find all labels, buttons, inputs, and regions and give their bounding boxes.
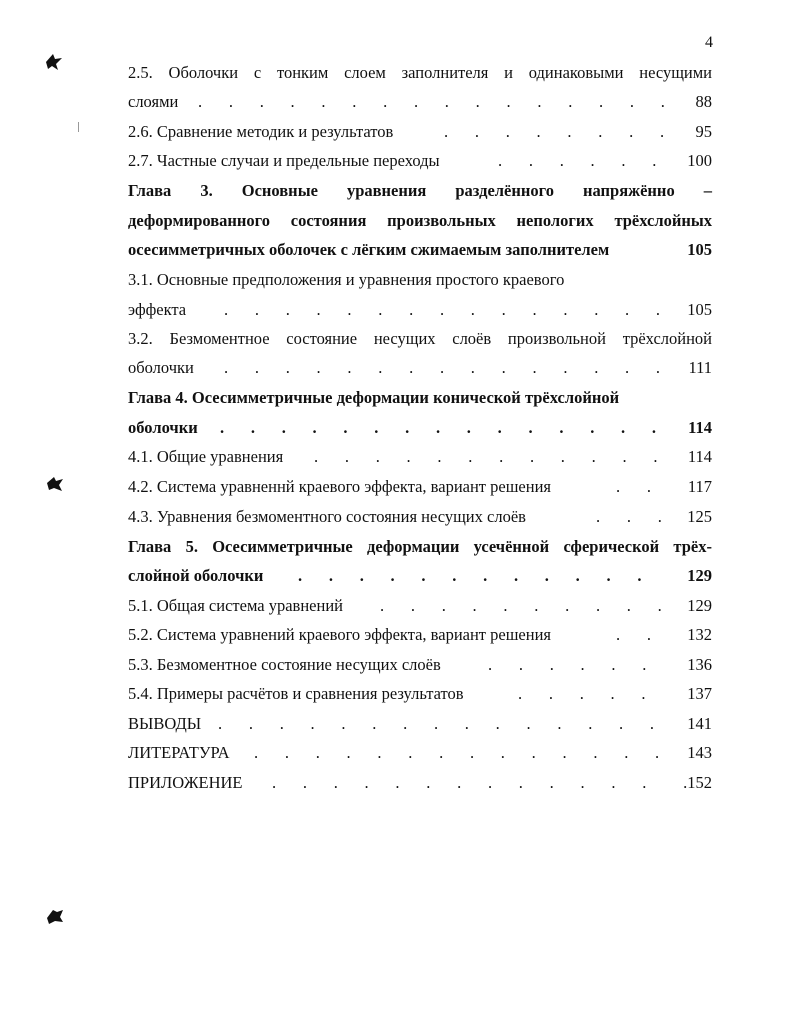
toc-leader-dots: . . . . . . . . . . . . . . . <box>224 300 672 319</box>
toc-entry-text: ВЫВОДЫ <box>128 714 202 733</box>
toc-leader-dots: . . . . . . <box>498 151 668 170</box>
toc-entry-3-2[interactable] <box>128 326 712 352</box>
toc-page-number: 125 <box>687 507 712 526</box>
toc-chapter-title: осесимметричных оболочек с лёгким сжимаемым заполнителем <box>128 240 610 259</box>
toc-leader-dots: . . . . . <box>518 684 657 703</box>
toc-entry-text: 5.2. Система уравнений краевого эффекта, вариант решения <box>128 625 551 644</box>
toc-entry-text: слоями <box>128 92 179 111</box>
toc-page-number: 129 <box>687 596 712 615</box>
toc-entry-text: 4.2. Система уравненнй краевого эффекта, вариант решения <box>128 477 551 496</box>
toc-leader-dots: . . . <box>596 507 674 526</box>
toc-entry-4-2[interactable] <box>128 474 712 500</box>
toc-entry-3-1-cont[interactable] <box>128 297 712 323</box>
toc-page-number: 117 <box>687 477 712 496</box>
toc-chapter-title: оболочки <box>128 418 198 437</box>
toc-page-number: 114 <box>688 418 712 437</box>
toc-leader-dots: . . . . . . . . . . . . . . . <box>220 418 668 437</box>
toc-page-number: 143 <box>687 743 712 762</box>
toc-leader-dots: . . . . . . . . . . . . . <box>272 773 658 792</box>
binder-hole-mark-icon <box>44 906 66 926</box>
toc-chapter-title: Глава 5. Осесимметричные деформации усечённой сферической трёх- <box>128 537 712 556</box>
toc-page-number: 129 <box>687 566 712 585</box>
toc-page-number: 105 <box>687 300 712 319</box>
toc-entry-text: ПРИЛОЖЕНИЕ <box>128 773 243 792</box>
page-number: 4 <box>705 34 713 51</box>
toc-entry-text: 2.7. Частные случаи и предельные переходы <box>128 151 440 170</box>
toc-chapter-3-line-3[interactable] <box>128 237 712 263</box>
toc-entry-text: 3.1. Основные предположения и уравнения простого краевого <box>128 270 565 289</box>
toc-entry-3-1[interactable] <box>128 267 712 293</box>
toc-chapter-5-line-2[interactable] <box>128 563 712 589</box>
toc-entry-text: 2.6. Сравнение методик и результатов <box>128 122 394 141</box>
toc-entry-appendix[interactable] <box>128 770 712 796</box>
toc-page-number: .152 <box>683 773 712 792</box>
toc-chapter-4-line-2[interactable] <box>128 415 712 441</box>
toc-page-number: 137 <box>687 684 712 703</box>
toc-entry-text: 4.1. Общие уравнения <box>128 447 284 466</box>
toc-entry-4-3[interactable] <box>128 504 712 530</box>
toc-chapter-5-line-1[interactable] <box>128 534 712 560</box>
toc-leader-dots: . . . . . . . . . . . . . . <box>254 743 671 762</box>
toc-page-number: 95 <box>695 122 712 141</box>
toc-entry-text: 3.2. Безмоментное состояние несущих слоёв произвольной трёхслойной <box>128 329 712 348</box>
toc-entry-text: 5.1. Общая система уравнений <box>128 596 343 615</box>
toc-entry-conclusions[interactable] <box>128 711 712 737</box>
toc-chapter-title: деформированного состояния произвольных непологих трёхслойных <box>128 211 712 230</box>
toc-entry-5-2[interactable] <box>128 622 712 648</box>
toc-entry-text: 2.5. Оболочки с тонким слоем заполнителя и одинаковыми несущими <box>128 63 712 82</box>
toc-chapter-title: Глава 3. Основные уравнения разделённого напряжённо – <box>128 181 712 200</box>
toc-leader-dots: . . <box>616 625 663 644</box>
toc-page-number: 136 <box>687 655 712 674</box>
toc-leader-dots: . . . . . . . . . . <box>380 596 674 615</box>
toc-page-number: 100 <box>687 151 712 170</box>
toc-entry-text: эффекта <box>128 300 187 319</box>
toc-entry-5-4[interactable] <box>128 681 712 707</box>
toc-entry-2-7[interactable] <box>128 148 712 174</box>
toc-leader-dots: . . . . . . . . . . . . . . . . <box>198 92 677 111</box>
toc-page-number: 141 <box>687 714 712 733</box>
toc-entry-text: 5.3. Безмоментное состояние несущих слоёв <box>128 655 441 674</box>
toc-entry-text: 4.3. Уравнения безмоментного состояния несущих слоёв <box>128 507 526 526</box>
toc-entry-text: 5.4. Примеры расчётов и сравнения результатов <box>128 684 464 703</box>
toc-page-number: 105 <box>687 240 712 259</box>
toc-entry-references[interactable] <box>128 740 712 766</box>
toc-leader-dots: . . <box>616 477 663 496</box>
binder-hole-mark-icon <box>44 474 66 494</box>
toc-entry-2-5[interactable] <box>128 60 712 86</box>
toc-entry-text: ЛИТЕРАТУРА <box>128 743 230 762</box>
toc-entry-5-3[interactable] <box>128 652 712 678</box>
toc-entry-2-5-cont[interactable] <box>128 89 712 115</box>
binder-hole-mark-icon <box>42 52 64 72</box>
toc-leader-dots: . . . . . . . . <box>444 122 676 141</box>
toc-page-number: 88 <box>695 92 712 111</box>
toc-leader-dots: . . . . . . . . . . . . . . . <box>218 714 666 733</box>
toc-entry-3-2-cont[interactable] <box>128 355 712 381</box>
toc-leader-dots: . . . . . . . . . . . . . . . <box>224 358 672 377</box>
toc-leader-dots: . . . . . . <box>488 655 658 674</box>
toc-page-number: 111 <box>688 358 712 377</box>
toc-page-number: 114 <box>687 447 712 466</box>
toc-leader-dots: . . . . . . . . . . . . <box>298 566 653 585</box>
toc-entry-4-1[interactable] <box>128 444 712 470</box>
toc-chapter-3-line-1[interactable] <box>128 178 712 204</box>
toc-entry-2-6[interactable] <box>128 119 712 145</box>
toc-entry-5-1[interactable] <box>128 593 712 619</box>
toc-chapter-title: Глава 4. Осесимметричные деформации конической трёхслойной <box>128 388 620 407</box>
toc-entry-text: оболочки <box>128 358 194 377</box>
toc-leader-dots: . . . . . . . . . . . . <box>314 447 669 466</box>
toc-chapter-3-line-2[interactable] <box>128 208 712 234</box>
toc-chapter-4-line-1[interactable] <box>128 385 712 411</box>
toc-page-number: 132 <box>687 625 712 644</box>
scan-speck <box>78 122 79 132</box>
toc-chapter-title: слойной оболочки <box>128 566 264 585</box>
